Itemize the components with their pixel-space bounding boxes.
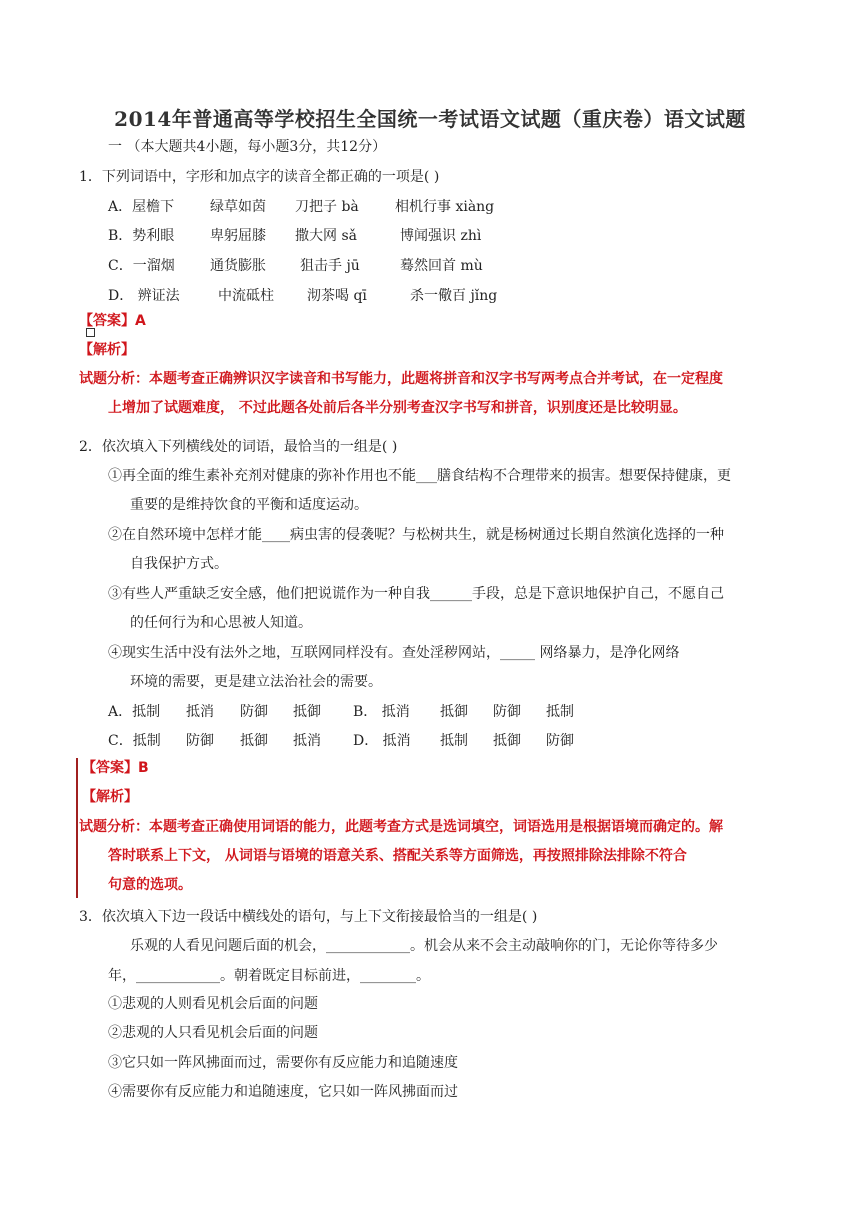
question-3-stem: 3．依次填入下边一段话中横线处的语句，与上下文衔接最恰当的一组是( ) [79, 909, 538, 925]
q2-option-c-2: 防御 [186, 733, 214, 749]
q1-option-d-1: D． 辨证法 [108, 288, 180, 304]
q3-item-1: ①悲观的人则看见机会后面的问题 [108, 996, 318, 1012]
q3-item-2: ②悲观的人只看见机会后面的问题 [108, 1025, 318, 1041]
q1-option-c-2: 通货膨胀 [210, 258, 266, 274]
q2-option-d-2: 抵制 [440, 733, 468, 749]
q1-analysis-label: 【解析】 [79, 342, 135, 358]
q2-option-b-3: 防御 [493, 704, 521, 720]
q2-option-a-1: A．抵制 [108, 704, 161, 720]
q1-option-a-1: A．屋檐下 [108, 199, 175, 215]
question-2-stem: 2．依次填入下列横线处的词语，最恰当的一组是( ) [79, 439, 398, 455]
q2-option-b-1: B． 抵消 [353, 704, 410, 720]
q1-option-d-2: 中流砥柱 [218, 288, 274, 304]
q3-item-3: ③它只如一阵风拂面而过，需要你有反应能力和追随速度 [108, 1055, 458, 1071]
q1-answer: 【答案】A [79, 313, 146, 329]
q2-option-c-1: C．抵制 [108, 733, 161, 749]
q2-option-c-4: 抵消 [293, 733, 321, 749]
q1-option-a-4: 相机行事 xiàng [395, 199, 495, 215]
q2-item-1-line-2: 重要的是维持饮食的平衡和适度运动。 [130, 497, 368, 513]
q1-analysis-line-2: 上增加了试题难度， 不过此题各处前后各半分别考查汉字书写和拼音，识别度还是比较明显。 [108, 400, 687, 416]
q3-paragraph-line-1: 乐观的人看见问题后面的机会，____________。机会从来不会主动敲响你的门，无论你等待多少 [130, 938, 718, 954]
q2-analysis-line-3: 句意的选项。 [108, 877, 192, 893]
question-1-stem: 1．下列词语中，字形和加点字的读音全都正确的一项是( ) [79, 169, 440, 185]
q2-option-d-3: 抵御 [493, 733, 521, 749]
q2-item-4-line-1: ④现实生活中没有法外之地，互联网同样没有。查处淫秽网站，_____ 网络暴力，是净化网络 [108, 645, 680, 661]
q1-option-a-3: 刀把子 bà [295, 199, 359, 215]
q1-option-b-3: 撒大网 sǎ [295, 228, 357, 244]
q2-option-a-4: 抵御 [293, 704, 321, 720]
q3-paragraph-line-2: 年，____________。朝着既定目标前进，________。 [108, 968, 430, 984]
q1-option-c-3: 狙击手 jū [300, 258, 360, 274]
anchor-marker-icon [86, 328, 95, 337]
revision-bar [76, 758, 78, 898]
q2-option-b-2: 抵御 [440, 704, 468, 720]
q2-item-2-line-2: 自我保护方式。 [130, 556, 228, 572]
q2-item-1-line-1: ①再全面的维生素补充剂对健康的弥补作用也不能___膳食结构不合理带来的损害。想要保持健康，更 [108, 468, 731, 484]
q2-item-3-line-2: 的任何行为和心思被人知道。 [130, 615, 312, 631]
q1-option-d-4: 杀一儆百 jǐng [410, 288, 498, 304]
q2-option-a-3: 防御 [240, 704, 268, 720]
q2-item-4-line-2: 环境的需要，更是建立法治社会的需要。 [130, 674, 382, 690]
q2-analysis-line-2: 答时联系上下文， 从词语与语境的语意关系、搭配关系等方面筛选，再按照排除法排除不符合 [108, 848, 687, 864]
q1-option-a-2: 绿草如茵 [210, 199, 266, 215]
q1-analysis-line-1: 试题分析：本题考查正确辨识汉字读音和书写能力，此题将拼音和汉字书写两考点合并考试，在一定程度 [79, 371, 723, 387]
q2-answer: 【答案】B [82, 760, 149, 776]
q2-option-a-2: 抵消 [186, 704, 214, 720]
q2-option-b-4: 抵制 [546, 704, 574, 720]
q2-option-c-3: 抵御 [240, 733, 268, 749]
section-heading: 一 （本大题共4小题，每小题3分，共12分） [108, 139, 387, 155]
q2-item-3-line-1: ③有些人严重缺乏安全感，他们把说谎作为一种自我______手段，总是下意识地保护自己，不愿自己 [108, 586, 724, 602]
page-title: 2014年普通高等学校招生全国统一考试语文试题（重庆卷）语文试题 [114, 107, 746, 131]
q2-item-2-line-1: ②在自然环境中怎样才能____病虫害的侵袭呢？与松树共生，就是杨树通过长期自然演化选择的一种 [108, 527, 724, 543]
q1-option-c-1: C．一溜烟 [108, 258, 175, 274]
q2-analysis-label: 【解析】 [82, 789, 138, 805]
q1-option-b-1: B．势利眼 [108, 228, 175, 244]
q1-option-d-3: 沏茶喝 qī [307, 288, 367, 304]
q1-option-b-2: 卑躬屈膝 [210, 228, 266, 244]
q1-option-b-4: 博闻强识 zhì [400, 228, 482, 244]
q3-item-4: ④需要你有反应能力和追随速度，它只如一阵风拂面而过 [108, 1084, 458, 1100]
q2-option-d-1: D． 抵消 [353, 733, 411, 749]
q1-option-c-4: 蓦然回首 mù [400, 258, 483, 274]
q2-option-d-4: 防御 [546, 733, 574, 749]
q2-analysis-line-1: 试题分析：本题考查正确使用词语的能力，此题考查方式是选词填空，词语选用是根据语境而确定的。解 [79, 819, 723, 835]
